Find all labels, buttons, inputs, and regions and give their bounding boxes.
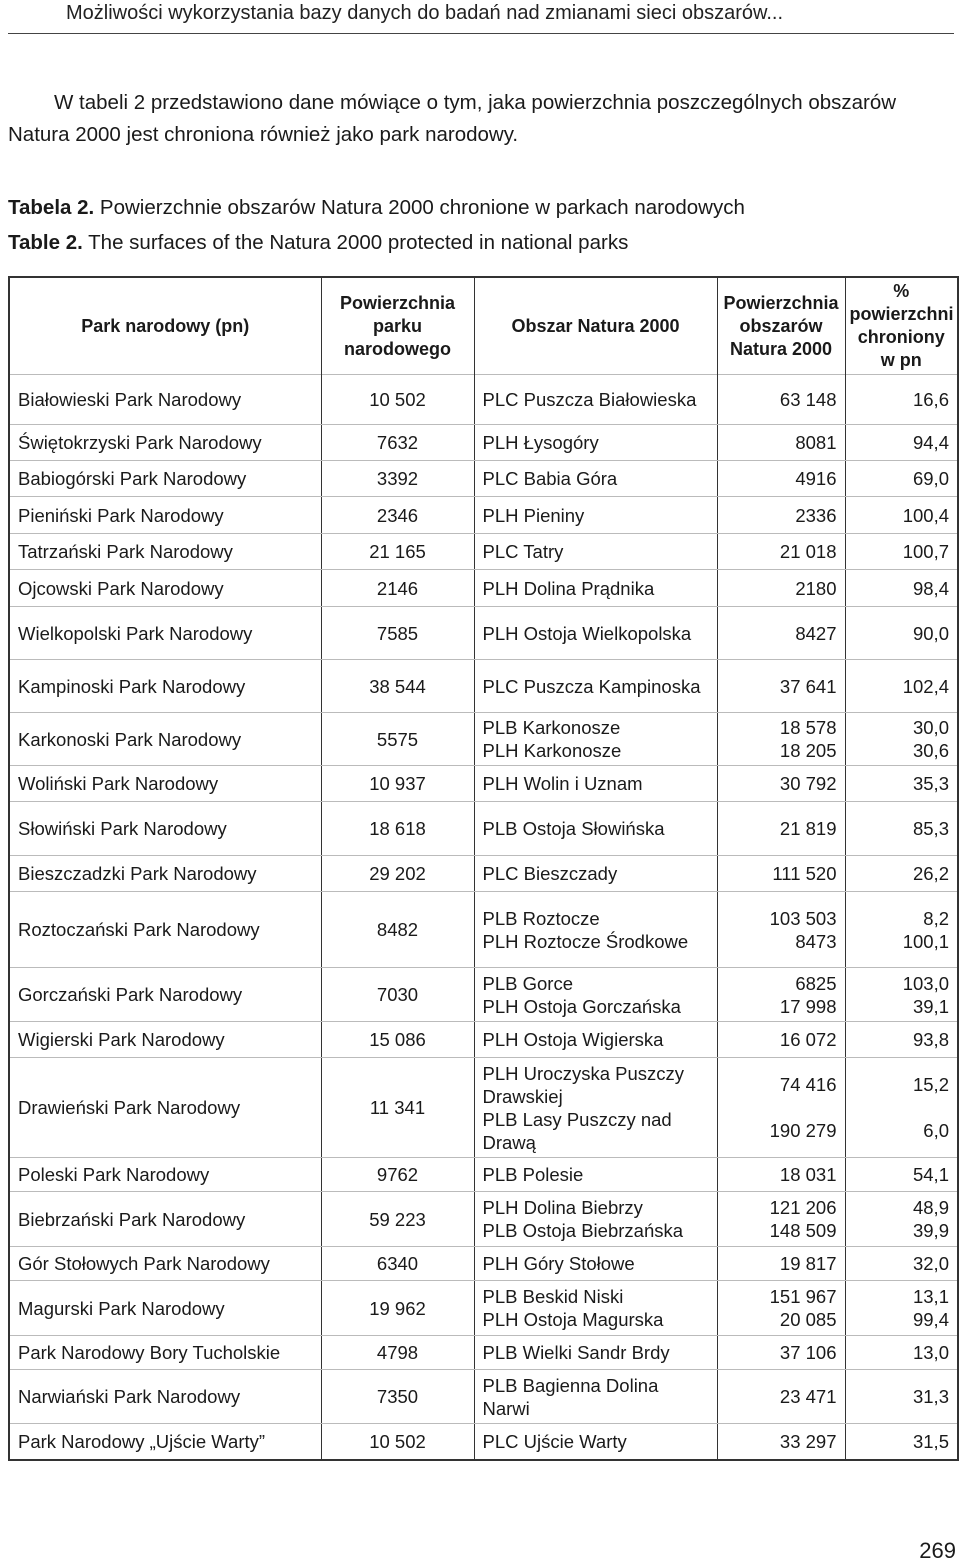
cell-park-name: Woliński Park Narodowy: [9, 766, 321, 802]
natura-site: PLC Tatry: [482, 541, 564, 562]
cell-park-name: Kampinoski Park Narodowy: [9, 660, 321, 713]
cell-site-areas: [717, 607, 845, 660]
percent-value: 93,8: [912, 1029, 949, 1050]
site-area-value: 37 641: [779, 675, 837, 697]
cell-natura-sites: [474, 375, 717, 425]
page-number: 269: [919, 1538, 956, 1563]
table-caption-en: [8, 231, 628, 255]
natura-site: PLC Puszcza Kampinoska: [482, 675, 701, 697]
cell-park-area: 7350: [321, 1370, 474, 1424]
cell-percent: [845, 802, 958, 856]
percent-value: 39,9: [912, 1220, 949, 1241]
cell-percent: [845, 1192, 958, 1247]
natura-site: PLB Roztocze: [482, 907, 600, 929]
table-row: [9, 892, 958, 968]
cell-park-name: Bieszczadzki Park Narodowy: [9, 856, 321, 892]
table-caption-pl: [8, 196, 745, 220]
cell-park-name: Drawieński Park Narodowy: [9, 1058, 321, 1158]
site-area-value: 18 205: [779, 740, 837, 761]
site-area-value: 148 509: [769, 1220, 837, 1241]
percent-value: 103,0: [902, 972, 949, 994]
cell-percent: [845, 375, 958, 425]
table-row: [9, 1158, 958, 1192]
natura-site: PLB Ostoja Słowińska: [482, 818, 665, 839]
cell-site-areas: [717, 497, 845, 534]
site-area-value: 8427: [795, 622, 837, 644]
percent-value: 13,0: [912, 1342, 949, 1363]
header-rule: [8, 33, 954, 34]
site-area-value: 8473: [795, 930, 837, 952]
cell-natura-sites: [474, 802, 717, 856]
cell-park-area: 59 223: [321, 1192, 474, 1247]
percent-value: 31,3: [912, 1386, 949, 1407]
cell-natura-sites: [474, 713, 717, 766]
table-row: [9, 534, 958, 570]
cell-natura-sites: [474, 607, 717, 660]
caption-pl-text: Powierzchnie obszarów Natura 2000 chronione w parkach narodowych: [99, 196, 745, 219]
caption-en-label: Table 2.: [8, 231, 83, 254]
percent-value: 26,2: [912, 863, 949, 884]
cell-natura-sites: [474, 1022, 717, 1058]
cell-park-area: 7585: [321, 607, 474, 660]
natura-site: PLC Ujście Warty: [482, 1430, 627, 1452]
caption-pl-label: Tabela 2.: [8, 196, 95, 219]
cell-park-name: Park Narodowy „Ujście Warty”: [9, 1424, 321, 1460]
cell-natura-sites: [474, 570, 717, 607]
site-area-value: 4916: [795, 468, 837, 489]
percent-value: 98,4: [912, 577, 949, 599]
cell-park-area: 10 502: [321, 375, 474, 425]
running-header: Możliwości wykorzystania bazy danych do badań nad zmianami sieci obszarów...: [66, 2, 784, 24]
cell-park-name: Biebrzański Park Narodowy: [9, 1192, 321, 1247]
cell-natura-sites: [474, 1336, 717, 1370]
cell-natura-sites: [474, 1058, 717, 1158]
site-area-value: 30 792: [779, 773, 837, 794]
header-percent: % powierzchni chroniony w pn: [845, 277, 958, 375]
percent-value: 31,5: [912, 1430, 949, 1452]
percent-value: 48,9: [912, 1197, 949, 1218]
site-area-value: 2336: [795, 504, 837, 526]
cell-park-name: Wielkopolski Park Narodowy: [9, 607, 321, 660]
cell-natura-sites: [474, 968, 717, 1022]
cell-percent: [845, 713, 958, 766]
cell-natura-sites: [474, 461, 717, 497]
cell-park-name: Babiogórski Park Narodowy: [9, 461, 321, 497]
site-area-value: 6825: [795, 972, 837, 994]
cell-park-area: 9762: [321, 1158, 474, 1192]
cell-natura-sites: [474, 534, 717, 570]
cell-site-areas: [717, 713, 845, 766]
natura-site: PLB Gorce: [482, 972, 573, 994]
percent-value: 13,1: [912, 1286, 949, 1307]
site-area-value: 16 072: [779, 1029, 837, 1050]
natura-site: PLH Ostoja Wielkopolska: [482, 622, 692, 644]
cell-natura-sites: [474, 1192, 717, 1247]
percent-value: 54,1: [912, 1164, 949, 1185]
cell-park-area: 7632: [321, 425, 474, 461]
cell-percent: [845, 1022, 958, 1058]
cell-site-areas: [717, 461, 845, 497]
table-row: [9, 570, 958, 607]
site-area-value: 18 578: [779, 717, 837, 738]
cell-park-area: 10 937: [321, 766, 474, 802]
natura-site: PLH Ostoja Wigierska: [482, 1029, 664, 1050]
cell-site-areas: [717, 856, 845, 892]
cell-natura-sites: [474, 660, 717, 713]
site-area-value: 20 085: [779, 1309, 837, 1330]
percent-value: 102,4: [902, 675, 949, 697]
cell-park-name: Świętokrzyski Park Narodowy: [9, 425, 321, 461]
site-area-value: 151 967: [769, 1286, 837, 1307]
cell-percent: [845, 607, 958, 660]
table-row: [9, 968, 958, 1022]
natura-site: PLC Puszcza Białowieska: [482, 389, 697, 410]
cell-site-areas: [717, 802, 845, 856]
cell-site-areas: [717, 1370, 845, 1424]
cell-natura-sites: [474, 497, 717, 534]
cell-park-area: 6340: [321, 1247, 474, 1281]
cell-park-name: Pieniński Park Narodowy: [9, 497, 321, 534]
cell-park-name: Słowiński Park Narodowy: [9, 802, 321, 856]
natura-site: PLH Dolina Biebrzy: [482, 1197, 643, 1218]
site-area-value: 8081: [795, 432, 837, 453]
table-row: [9, 1058, 958, 1158]
natura-site: PLH Uroczyska Puszczy Drawskiej: [482, 1062, 684, 1107]
table-row: [9, 713, 958, 766]
cell-percent: [845, 1424, 958, 1460]
percent-value: 30,6: [912, 740, 949, 761]
cell-park-name: Roztoczański Park Narodowy: [9, 892, 321, 968]
natura-site: PLH Karkonosze: [482, 740, 622, 761]
percent-value: 99,4: [912, 1309, 949, 1330]
cell-percent: [845, 1247, 958, 1281]
table-row: [9, 660, 958, 713]
table-row: [9, 1247, 958, 1281]
site-area-value: 23 471: [779, 1386, 837, 1407]
cell-park-area: 18 618: [321, 802, 474, 856]
cell-park-area: 5575: [321, 713, 474, 766]
natura-site: PLB Lasy Puszczy nad Drawą: [482, 1108, 672, 1153]
table-row: [9, 856, 958, 892]
natura-site: PLH Ostoja Magurska: [482, 1309, 664, 1330]
cell-natura-sites: [474, 1281, 717, 1336]
caption-en-text: The surfaces of the Natura 2000 protected in national parks: [88, 231, 629, 254]
natura-site: PLH Łysogóry: [482, 432, 599, 453]
cell-site-areas: [717, 570, 845, 607]
table-row: [9, 461, 958, 497]
cell-percent: [845, 1281, 958, 1336]
cell-park-name: Białowieski Park Narodowy: [9, 375, 321, 425]
cell-site-areas: [717, 1424, 845, 1460]
percent-value: 100,1: [902, 930, 949, 952]
percent-value: 15,2: [912, 1074, 949, 1095]
percent-value: 90,0: [912, 622, 949, 644]
cell-percent: [845, 1058, 958, 1158]
cell-park-name: Ojcowski Park Narodowy: [9, 570, 321, 607]
natura-site: PLH Góry Stołowe: [482, 1253, 635, 1274]
cell-park-name: Gór Stołowych Park Narodowy: [9, 1247, 321, 1281]
natura-site: PLH Ostoja Gorczańska: [482, 995, 681, 1017]
natura-site: PLH Wolin i Uznam: [482, 773, 643, 794]
table-row: [9, 425, 958, 461]
cell-natura-sites: [474, 1370, 717, 1424]
cell-park-area: 21 165: [321, 534, 474, 570]
table-row: [9, 1424, 958, 1460]
natura-site: PLB Karkonosze: [482, 717, 621, 738]
site-area-value: 74 416: [779, 1074, 837, 1095]
natura-parks-table: [8, 276, 959, 1461]
percent-value: 30,0: [912, 717, 949, 738]
table-row: [9, 1192, 958, 1247]
cell-park-area: 8482: [321, 892, 474, 968]
cell-site-areas: [717, 534, 845, 570]
cell-park-area: 2346: [321, 497, 474, 534]
cell-percent: [845, 425, 958, 461]
site-area-value: 190 279: [769, 1120, 837, 1141]
percent-value: 39,1: [912, 995, 949, 1017]
table-row: [9, 1336, 958, 1370]
cell-site-areas: [717, 425, 845, 461]
cell-park-area: 15 086: [321, 1022, 474, 1058]
cell-natura-sites: [474, 892, 717, 968]
cell-park-area: 11 341: [321, 1058, 474, 1158]
cell-percent: [845, 1336, 958, 1370]
header-natura-site: Obszar Natura 2000: [474, 277, 717, 375]
site-area-value: 63 148: [779, 389, 837, 410]
natura-site: PLH Pieniny: [482, 504, 585, 526]
cell-site-areas: [717, 1022, 845, 1058]
site-area-value: 111 520: [772, 863, 837, 884]
cell-park-area: 7030: [321, 968, 474, 1022]
natura-site: PLB Bagienna Dolina Narwi: [482, 1374, 659, 1419]
site-area-value: 103 503: [769, 907, 837, 929]
table-row: [9, 766, 958, 802]
cell-percent: [845, 856, 958, 892]
natura-site: PLC Babia Góra: [482, 468, 618, 489]
natura-site: PLC Bieszczady: [482, 863, 618, 884]
natura-site: PLH Roztocze Środkowe: [482, 930, 689, 952]
cell-site-areas: [717, 1158, 845, 1192]
percent-value: 35,3: [912, 773, 949, 794]
percent-value: 100,7: [902, 541, 949, 562]
cell-natura-sites: [474, 1424, 717, 1460]
cell-percent: [845, 1158, 958, 1192]
cell-site-areas: [717, 1247, 845, 1281]
cell-percent: [845, 892, 958, 968]
table-row: [9, 1370, 958, 1424]
cell-natura-sites: [474, 425, 717, 461]
site-area-value: 18 031: [779, 1164, 837, 1185]
percent-value: 16,6: [912, 389, 949, 410]
header-site-area: Powierzchnia obszarów Natura 2000: [717, 277, 845, 375]
table-row: [9, 375, 958, 425]
natura-site: PLB Ostoja Biebrzańska: [482, 1220, 684, 1241]
cell-site-areas: [717, 1336, 845, 1370]
percent-value: 94,4: [912, 432, 949, 453]
cell-park-name: Magurski Park Narodowy: [9, 1281, 321, 1336]
cell-percent: [845, 570, 958, 607]
percent-value: 6,0: [923, 1120, 949, 1141]
cell-park-area: 10 502: [321, 1424, 474, 1460]
cell-park-name: Tatrzański Park Narodowy: [9, 534, 321, 570]
cell-site-areas: [717, 1192, 845, 1247]
site-area-value: 2180: [795, 577, 837, 599]
natura-site: PLH Dolina Prądnika: [482, 577, 655, 599]
intro-paragraph: W tabeli 2 przedstawiono dane mówiące o tym, jaka powierzchnia poszczególnych obszarów Natura 2000 jest chroniona również jako park narodowy.: [8, 91, 897, 146]
cell-park-name: Karkonoski Park Narodowy: [9, 713, 321, 766]
cell-park-name: Narwiański Park Narodowy: [9, 1370, 321, 1424]
table-row: [9, 607, 958, 660]
cell-percent: [845, 766, 958, 802]
cell-site-areas: [717, 1281, 845, 1336]
cell-site-areas: [717, 766, 845, 802]
cell-percent: [845, 497, 958, 534]
cell-percent: [845, 968, 958, 1022]
cell-percent: [845, 534, 958, 570]
cell-park-name: Poleski Park Narodowy: [9, 1158, 321, 1192]
percent-value: 69,0: [912, 468, 949, 489]
percent-value: 100,4: [902, 504, 949, 526]
cell-park-name: Park Narodowy Bory Tucholskie: [9, 1336, 321, 1370]
table-row: [9, 497, 958, 534]
table-body: [9, 375, 958, 1460]
table-row: [9, 1022, 958, 1058]
cell-site-areas: [717, 375, 845, 425]
cell-percent: [845, 1370, 958, 1424]
cell-park-area: 29 202: [321, 856, 474, 892]
cell-park-area: 19 962: [321, 1281, 474, 1336]
cell-park-area: 2146: [321, 570, 474, 607]
cell-natura-sites: [474, 766, 717, 802]
natura-site: PLB Polesie: [482, 1164, 584, 1185]
natura-site: PLB Beskid Niski: [482, 1286, 624, 1307]
percent-value: 85,3: [912, 818, 949, 839]
cell-site-areas: [717, 660, 845, 713]
cell-natura-sites: [474, 1247, 717, 1281]
table-header-row: [9, 277, 958, 375]
percent-value: 8,2: [923, 907, 949, 929]
cell-park-area: 38 544: [321, 660, 474, 713]
site-area-value: 37 106: [779, 1342, 837, 1363]
cell-percent: [845, 461, 958, 497]
site-area-value: 19 817: [779, 1253, 837, 1274]
cell-park-area: 3392: [321, 461, 474, 497]
cell-natura-sites: [474, 856, 717, 892]
cell-park-name: Gorczański Park Narodowy: [9, 968, 321, 1022]
table-row: [9, 1281, 958, 1336]
cell-park-area: 4798: [321, 1336, 474, 1370]
site-area-value: 17 998: [779, 995, 837, 1017]
header-park: Park narodowy (pn): [9, 277, 321, 375]
cell-natura-sites: [474, 1158, 717, 1192]
natura-site: PLB Wielki Sandr Brdy: [482, 1342, 670, 1363]
cell-site-areas: [717, 968, 845, 1022]
site-area-value: 33 297: [779, 1430, 837, 1452]
cell-park-name: Wigierski Park Narodowy: [9, 1022, 321, 1058]
table-row: [9, 802, 958, 856]
header-park-area: Powierzchnia parku narodowego: [321, 277, 474, 375]
site-area-value: 21 819: [779, 818, 837, 839]
cell-site-areas: [717, 1058, 845, 1158]
percent-value: 32,0: [912, 1253, 949, 1274]
site-area-value: 121 206: [769, 1197, 837, 1218]
site-area-value: 21 018: [779, 541, 837, 562]
cell-site-areas: [717, 892, 845, 968]
cell-percent: [845, 660, 958, 713]
